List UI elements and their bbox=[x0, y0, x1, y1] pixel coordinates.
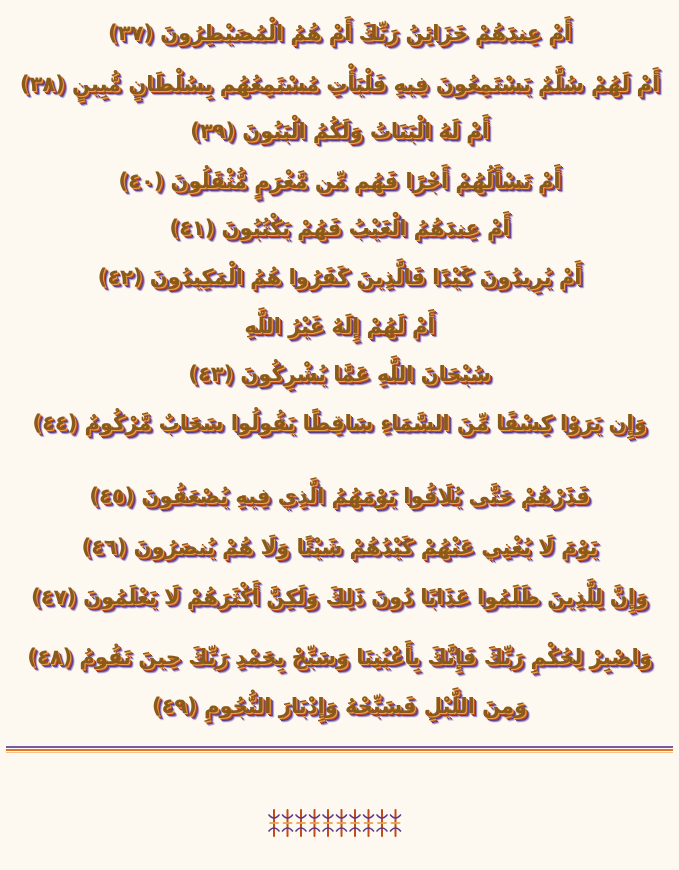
verse-48: وَاصْبِرْ لِحُكْمِ رَبِّكَ فَإِنَّكَ بِأَعْيُنِنَا وَسَبِّحْ بِحَمْدِ رَبِّكَ حِينَ تَقُومُ (٤٨) bbox=[27, 645, 652, 669]
verse-44: وَإِن يَرَوْا كِسْفًا مِّنَ السَّمَاءِ سَاقِطًا يَقُولُوا سَحَابٌ مَّرْكُومٌ (٤٤) bbox=[32, 411, 647, 435]
divider-line-orange bbox=[6, 749, 673, 751]
verse-38: أَمْ لَهُمْ سُلَّمٌ يَسْتَمِعُونَ فِيهِ فَلْيَأْتِ مُسْتَمِعُهُم بِسُلْطَانٍ مُّبِينٍ (٣٨) bbox=[19, 72, 660, 96]
verse-40: أَمْ تَسْأَلُهُمْ أَجْرًا فَهُم مِّن مَّغْرَمٍ مُّثْقَلُونَ (٤٠) bbox=[118, 169, 561, 193]
ornament-motif bbox=[269, 810, 279, 836]
verse-42-continued: أَمْ لَهُمْ إِلَهٌ غَيْرُ اللَّهِ bbox=[244, 314, 435, 338]
ornament-motif bbox=[377, 810, 387, 836]
verse-46: يَوْمَ لَا يُغْنِي عَنْهُمْ كَيْدُهُمْ شَيْئًا وَلَا هُمْ يُنصَرُونَ (٤٦) bbox=[81, 535, 598, 559]
ornament-motif bbox=[364, 810, 374, 836]
ornament-motif bbox=[337, 810, 347, 836]
divider-line-purple bbox=[6, 746, 673, 748]
ornament-motif bbox=[296, 810, 306, 836]
verse-37: أَمْ عِندَهُمْ خَزَائِنُ رَبِّكَ أَمْ هُمُ الْمُصَيْطِرُونَ (٣٧) bbox=[108, 21, 571, 45]
verse-42: أَمْ يُرِيدُونَ كَيْدًا فَالَّذِينَ كَفَرُوا هُمُ الْمَكِيدُونَ (٤٢) bbox=[97, 265, 582, 289]
ornament-motif bbox=[310, 810, 320, 836]
verse-41: أَمْ عِندَهُمُ الْغَيْبُ فَهُمْ يَكْتُبُونَ (٤١) bbox=[169, 216, 510, 240]
verse-47: وَإِنَّ لِلَّذِينَ ظَلَمُوا عَذَابًا دُونَ ذَلِكَ وَلَكِنَّ أَكْثَرَهُمْ لَا يَعْلَمُونَ (٤٧) bbox=[31, 585, 648, 609]
verse-45: فَذَرْهُمْ حَتَّى يُلَاقُوا يَوْمَهُمُ الَّذِي فِيهِ يُصْعَقُونَ (٤٥) bbox=[89, 484, 590, 508]
ornament-motif bbox=[350, 810, 360, 836]
verse-49: وَمِنَ اللَّيْلِ فَسَبِّحْهُ وَإِدْبَارَ النُّجُومِ (٤٩) bbox=[151, 694, 528, 718]
verse-43: سُبْحَانَ اللَّهِ عَمَّا يُشْرِكُونَ (٤٣) bbox=[188, 362, 491, 386]
decorative-ornament-icon bbox=[268, 806, 410, 840]
ornament-motif bbox=[323, 810, 333, 836]
divider-line-light bbox=[6, 752, 673, 753]
verse-39: أَمْ لَهُ الْبَنَاتُ وَلَكُمُ الْبَنُونَ (٣٩) bbox=[190, 119, 489, 143]
ornament-motif bbox=[283, 810, 293, 836]
ornament-motif bbox=[391, 810, 401, 836]
